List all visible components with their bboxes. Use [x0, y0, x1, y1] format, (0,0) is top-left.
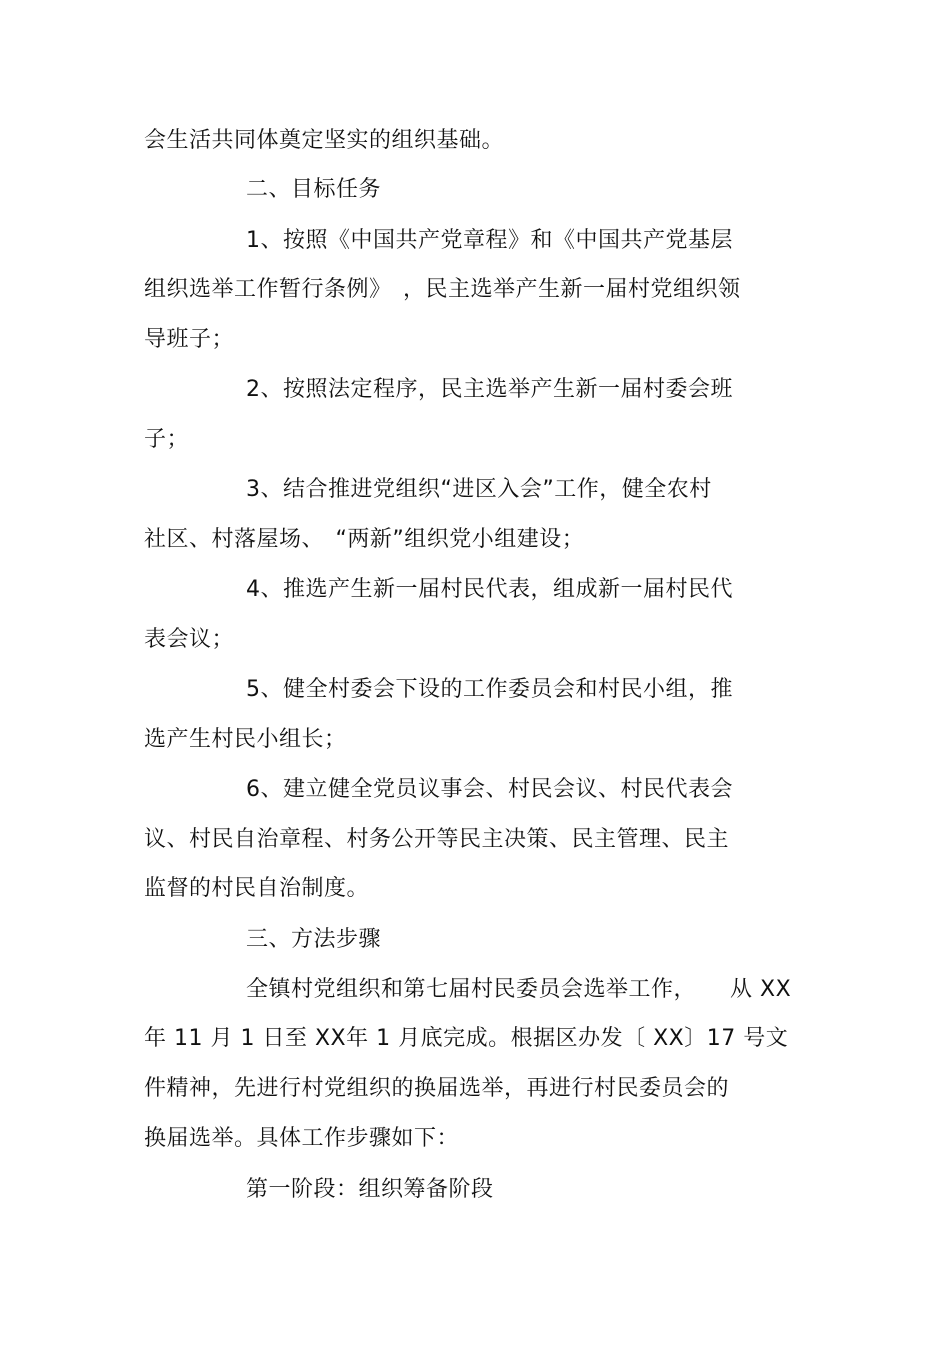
text-line: 选产生村民小组长；: [144, 727, 347, 752]
text-line: 年 11 月 1 日至 XX年 1 月底完成。根据区办发〔 XX〕17 号文: [144, 1026, 789, 1051]
section-heading: 第一阶段：组织筹备阶段: [246, 1177, 494, 1202]
text-line: 6、建立健全党员议事会、村民会议、村民代表会: [246, 777, 733, 802]
section-heading: 三、方法步骤: [246, 927, 382, 952]
text-line: 导班子；: [144, 327, 235, 352]
text-line: 会生活共同体奠定坚实的组织基础。: [144, 128, 505, 153]
text-line: 监督的村民自治制度。: [144, 876, 370, 901]
text-line: 换届选举。具体工作步骤如下：: [144, 1126, 460, 1151]
text-line: 全镇村党组织和第七届村民委员会选举工作， 从 XX: [246, 977, 792, 1002]
section-heading: 二、目标任务: [246, 177, 382, 202]
text-line: 社区、村落屋场、 “两新”组织党小组建设；: [144, 527, 585, 552]
text-line: 子；: [144, 427, 190, 452]
text-line: 组织选举工作暂行条例》 ，民主选举产生新一届村党组织领: [144, 277, 741, 302]
text-line: 2、按照法定程序，民主选举产生新一届村委会班: [246, 377, 733, 402]
text-line: 5、健全村委会下设的工作委员会和村民小组，推: [246, 677, 733, 702]
text-line: 4、推选产生新一届村民代表，组成新一届村民代: [246, 577, 733, 602]
text-line: 表会议；: [144, 627, 235, 652]
text-line: 议、村民自治章程、村务公开等民主决策、民主管理、民主: [144, 827, 730, 852]
text-line: 件精神，先进行村党组织的换届选举，再进行村民委员会的: [144, 1076, 730, 1101]
text-line: 1、按照《中国共产党章程》和《中国共产党基层: [246, 228, 733, 253]
text-line: 3、结合推进党组织“进区入会”工作，健全农村: [246, 477, 712, 502]
